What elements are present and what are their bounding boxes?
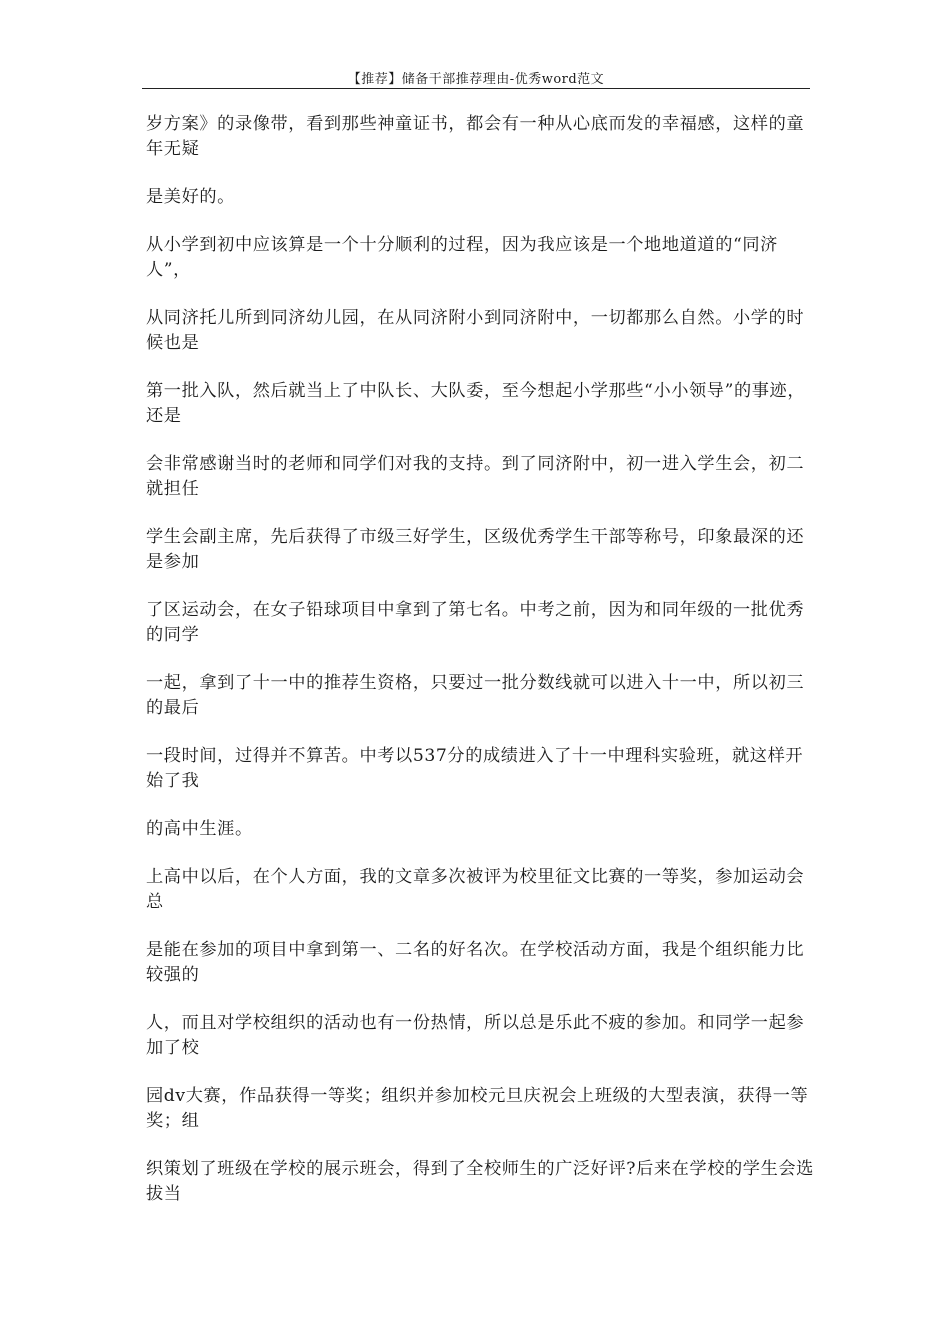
paragraph: 学生会副主席，先后获得了市级三好学生，区级优秀学生干部等称号，印象最深的还是参加 [146, 527, 805, 572]
paragraph: 第一批入队，然后就当上了中队长、大队委，至今想起小学那些“小小领导”的事迹，还是 [146, 381, 806, 426]
paragraph: 会非常感谢当时的老师和同学们对我的支持。到了同济附中，初一进入学生会，初二就担任 [146, 454, 805, 499]
paragraph: 了区运动会，在女子铅球项目中拿到了第七名。中考之前，因为和同年级的一批优秀的同学 [146, 600, 805, 645]
paragraph: 上高中以后，在个人方面，我的文章多次被评为校里征文比赛的一等奖，参加运动会总 [146, 867, 805, 912]
paragraph: 一起，拿到了十一中的推荐生资格，只要过一批分数线就可以进入十一中，所以初三的最后 [146, 673, 805, 718]
paragraph: 人，而且对学校组织的活动也有一份热情，所以总是乐此不疲的参加。和同学一起参加了校 [146, 1013, 805, 1058]
paragraph: 织策划了班级在学校的展示班会，得到了全校师生的广泛好评?后来在学校的学生会选拔当 [146, 1159, 814, 1204]
paragraph: 岁方案》的录像带，看到那些神童证书，都会有一种从心底而发的幸福感，这样的童年无疑 [146, 114, 805, 159]
page-header: 【推荐】储备干部推荐理由-优秀word范文 [347, 72, 605, 87]
paragraph: 从同济托儿所到同济幼儿园，在从同济附小到同济附中，一切都那么自然。小学的时候也是 [146, 308, 805, 353]
paragraph: 是美好的。 [146, 187, 235, 207]
document-body [146, 112, 816, 1230]
paragraph: 一段时间，过得并不算苦。中考以537分的成绩进入了十一中理科实验班，就这样开始了我 [146, 746, 804, 791]
paragraph: 是能在参加的项目中拿到第一、二名的好名次。在学校活动方面，我是个组织能力比较强的 [146, 940, 805, 985]
paragraph: 的高中生涯。 [146, 819, 253, 839]
header-divider [142, 88, 810, 89]
paragraph: 园dv大赛，作品获得一等奖；组织并参加校元旦庆祝会上班级的大型表演，获得一等奖；组 [146, 1086, 809, 1131]
paragraph: 从小学到初中应该算是一个十分顺利的过程，因为我应该是一个地地道道的“同济人”， [146, 235, 778, 280]
